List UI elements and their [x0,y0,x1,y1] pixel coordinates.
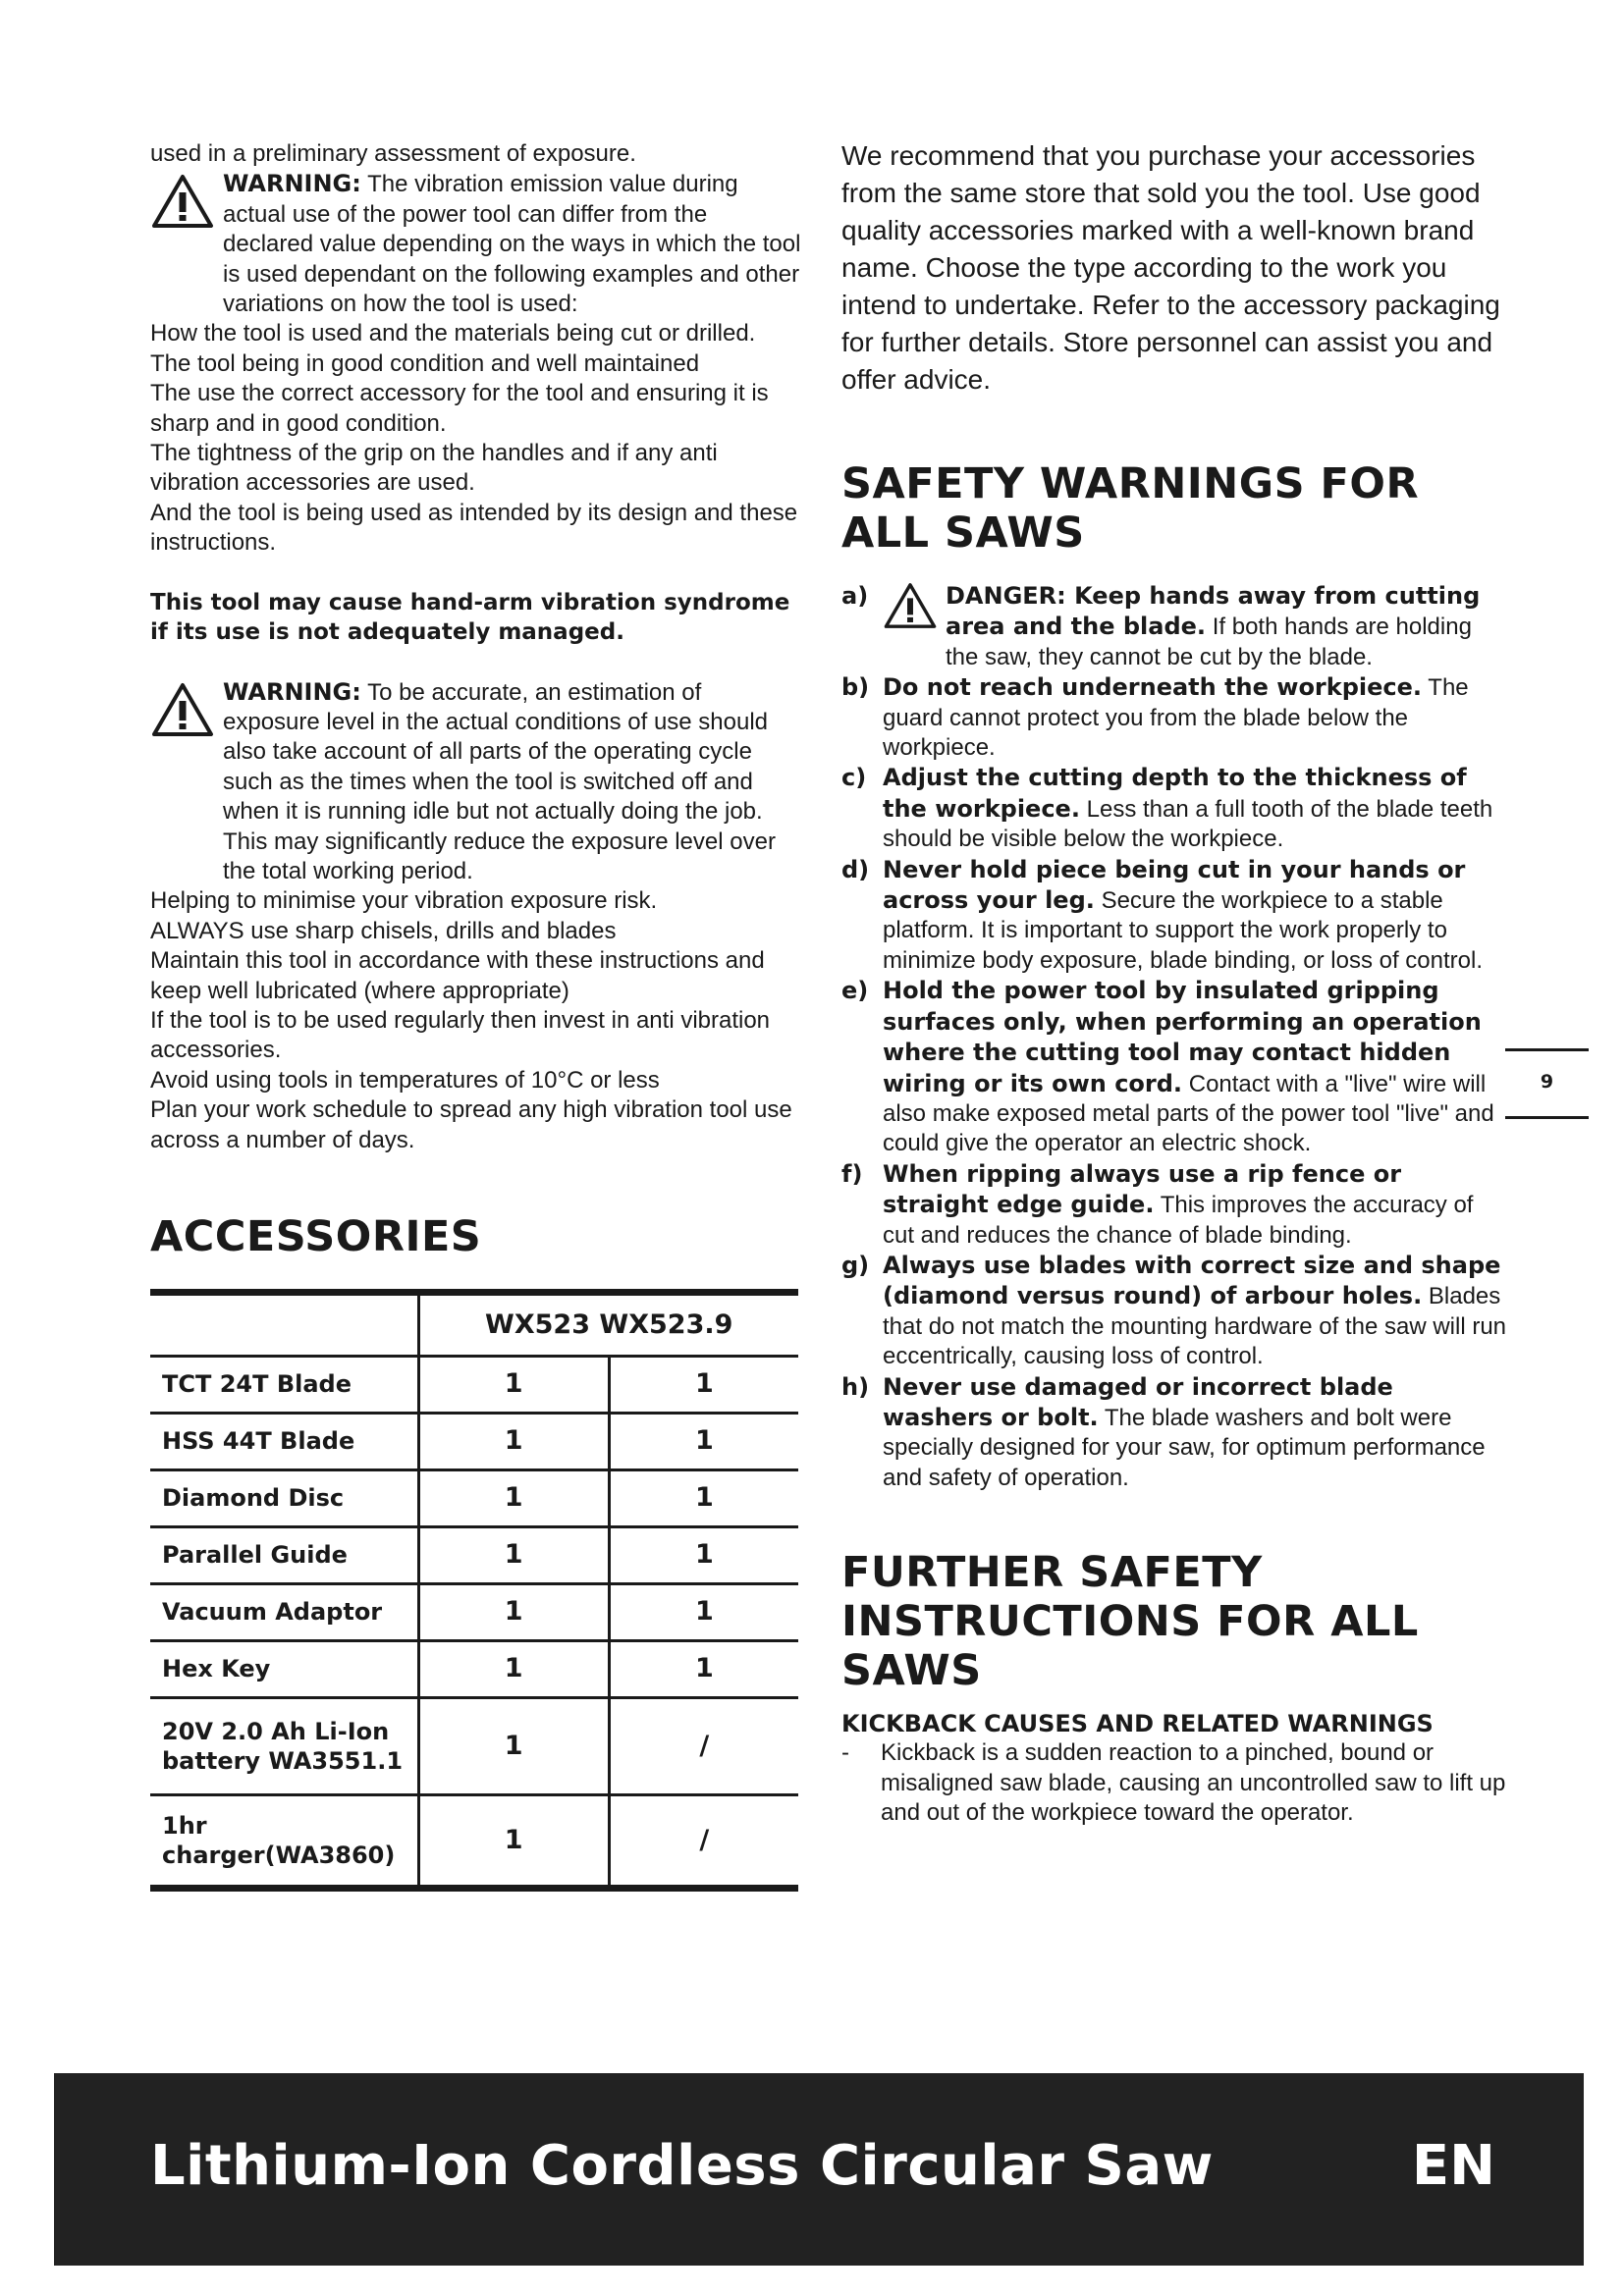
list-item: How the tool is used and the materials being cut or drilled. [150,320,756,347]
list-item: f) When ripping always use a rip fence or straight edge guide. This improves the accuracy of cut and reduces the chance of blade binding. [841,1159,1474,1249]
table-row: Diamond Disc 1 1 [150,1470,798,1527]
footer-bar [54,2073,1584,2266]
list-item: h) Never use damaged or incorrect blade washers or bolt. The blade washers and bolt were specially designed for your saw, for optimum performance and safety of operation. [841,1372,1486,1491]
kickback-heading: KICKBACK CAUSES AND RELATED WARNINGS [841,1710,1434,1738]
list-item: Avoid using tools in temperatures of 10°C or less [150,1066,660,1094]
kickback-item: - Kickback is a sudden reaction to a pinched, bound or misaligned saw blade, causing an uncontrolled saw to lift up and out of the workpiece toward the operator. [841,1739,1506,1826]
warning-triangle-icon [883,581,938,630]
safety-warnings-heading: SAFETY WARNINGS FOR ALL SAWS [841,459,1420,558]
list-item: c) Adjust the cutting depth to the thickness of the workpiece. Less than a full tooth of the blade teeth should be visible below the workpiece. [841,764,1493,853]
list-item: ALWAYS use sharp chisels, drills and blades [150,917,617,944]
warning-label: WARNING: [223,677,361,706]
list-item: d) Never hold piece being cut in your hands or across your leg. Secure the workpiece to a stable platform. It is important to support the work properly to minimize body exposure, blade binding, or loss of control. [841,855,1483,974]
table-row: Vacuum Adaptor 1 1 [150,1584,798,1641]
table-header-row [150,1293,798,1357]
warning-block-1 [150,169,803,319]
list-item: b) Do not reach underneath the workpiece. The guard cannot protect you from the blade below the workpiece. [841,673,1469,762]
warning-text: To be accurate, an estimation of exposure level in the actual conditions of use should also take account of all parts of the operating cycle such as the times when the tool is switched off and when it is running idle but not actually doing the job. This may significantly reduce the exposure level over the total working period. [223,678,776,884]
table-row: TCT 24T Blade 1 1 [150,1357,798,1414]
left-column [150,139,803,1892]
footer-title: Lithium-Ion Cordless Circular Saw [150,2134,1214,2198]
list-item: Helping to minimise your vibration exposure risk. [150,887,658,915]
intro-line: used in a preliminary assessment of exposure. [150,140,636,167]
vibration-factors-list [150,319,803,558]
accessories-heading: ACCESSORIES [150,1212,482,1261]
list-item: e) Hold the power tool by insulated gripping surfaces only, when performing an operation where the cutting tool may contact hidden wiring or its own cord. Contact with a "live" wire will also make exposed metal parts of the power tool "live" and could give the operator an electric shock. [841,977,1494,1157]
list-item: Plan your work schedule to spread any high vibration tool use across a number of days. [150,1096,792,1153]
list-item: g) Always use blades with correct size and shape (diamond versus round) of arbour holes. Blades that do not match the mounting hardware of the saw will run eccentrically, causing loss of control. [841,1251,1507,1370]
footer-language: EN [1411,2134,1495,2198]
table-row: HSS 44T Blade 1 1 [150,1414,798,1470]
safety-warnings-list [841,581,1509,1493]
warning-triangle-icon [150,173,215,230]
vibration-advice-list [150,886,803,1155]
table-row: Hex Key 1 1 [150,1641,798,1698]
right-column [841,137,1509,1828]
list-item: The tightness of the grip on the handles and if any anti vibration accessories are used. [150,440,718,497]
accessories-table [150,1289,798,1892]
table-row: Parallel Guide 1 1 [150,1527,798,1584]
table-header-models: WX523 WX523.9 [418,1293,798,1357]
list-item: a) DANGER: Keep hands away from cutting area and the blade. If both hands are holding the saw, they cannot be cut by the blade. [841,582,1481,670]
list-item: The use the correct accessory for the tool and ensuring it is sharp and in good condition. [150,380,769,437]
warning-label: WARNING: [223,170,361,198]
list-item: If the tool is to be used regularly then invest in anti vibration accessories. [150,1006,771,1064]
warning-block-2 [150,677,803,887]
list-item: And the tool is being used as intended by its design and these instructions. [150,499,798,557]
page-number: 9 [1505,1048,1589,1119]
table-row: 1hr charger(WA3860) 1 / [150,1795,798,1889]
accessories-recommendation: We recommend that you purchase your accessories from the same store that sold you the tool. Use good quality accessories marked with a well-known brand name. Choose the type according to the work you intend to undertake. Refer to the accessory packaging for further details. Store personnel can assist you and offer advice. [841,140,1500,395]
warning-text: The vibration emission value during actual use of the power tool can differ from the declared value depending on the ways in which the tool is used dependant on the following examples and other variations on how the tool is used: [223,171,801,318]
list-item: The tool being in good condition and well maintained [150,349,700,377]
hand-arm-notice: This tool may cause hand-arm vibration syndrome if its use is not adequately managed. [150,589,790,646]
table-row: 20V 2.0 Ah Li-Ion battery WA3551.1 1 / [150,1698,798,1795]
warning-triangle-icon [150,681,215,738]
further-safety-heading: FURTHER SAFETY INSTRUCTIONS FOR ALL SAWS [841,1548,1419,1696]
list-item: Maintain this tool in accordance with these instructions and keep well lubricated (where appropriate) [150,947,765,1004]
